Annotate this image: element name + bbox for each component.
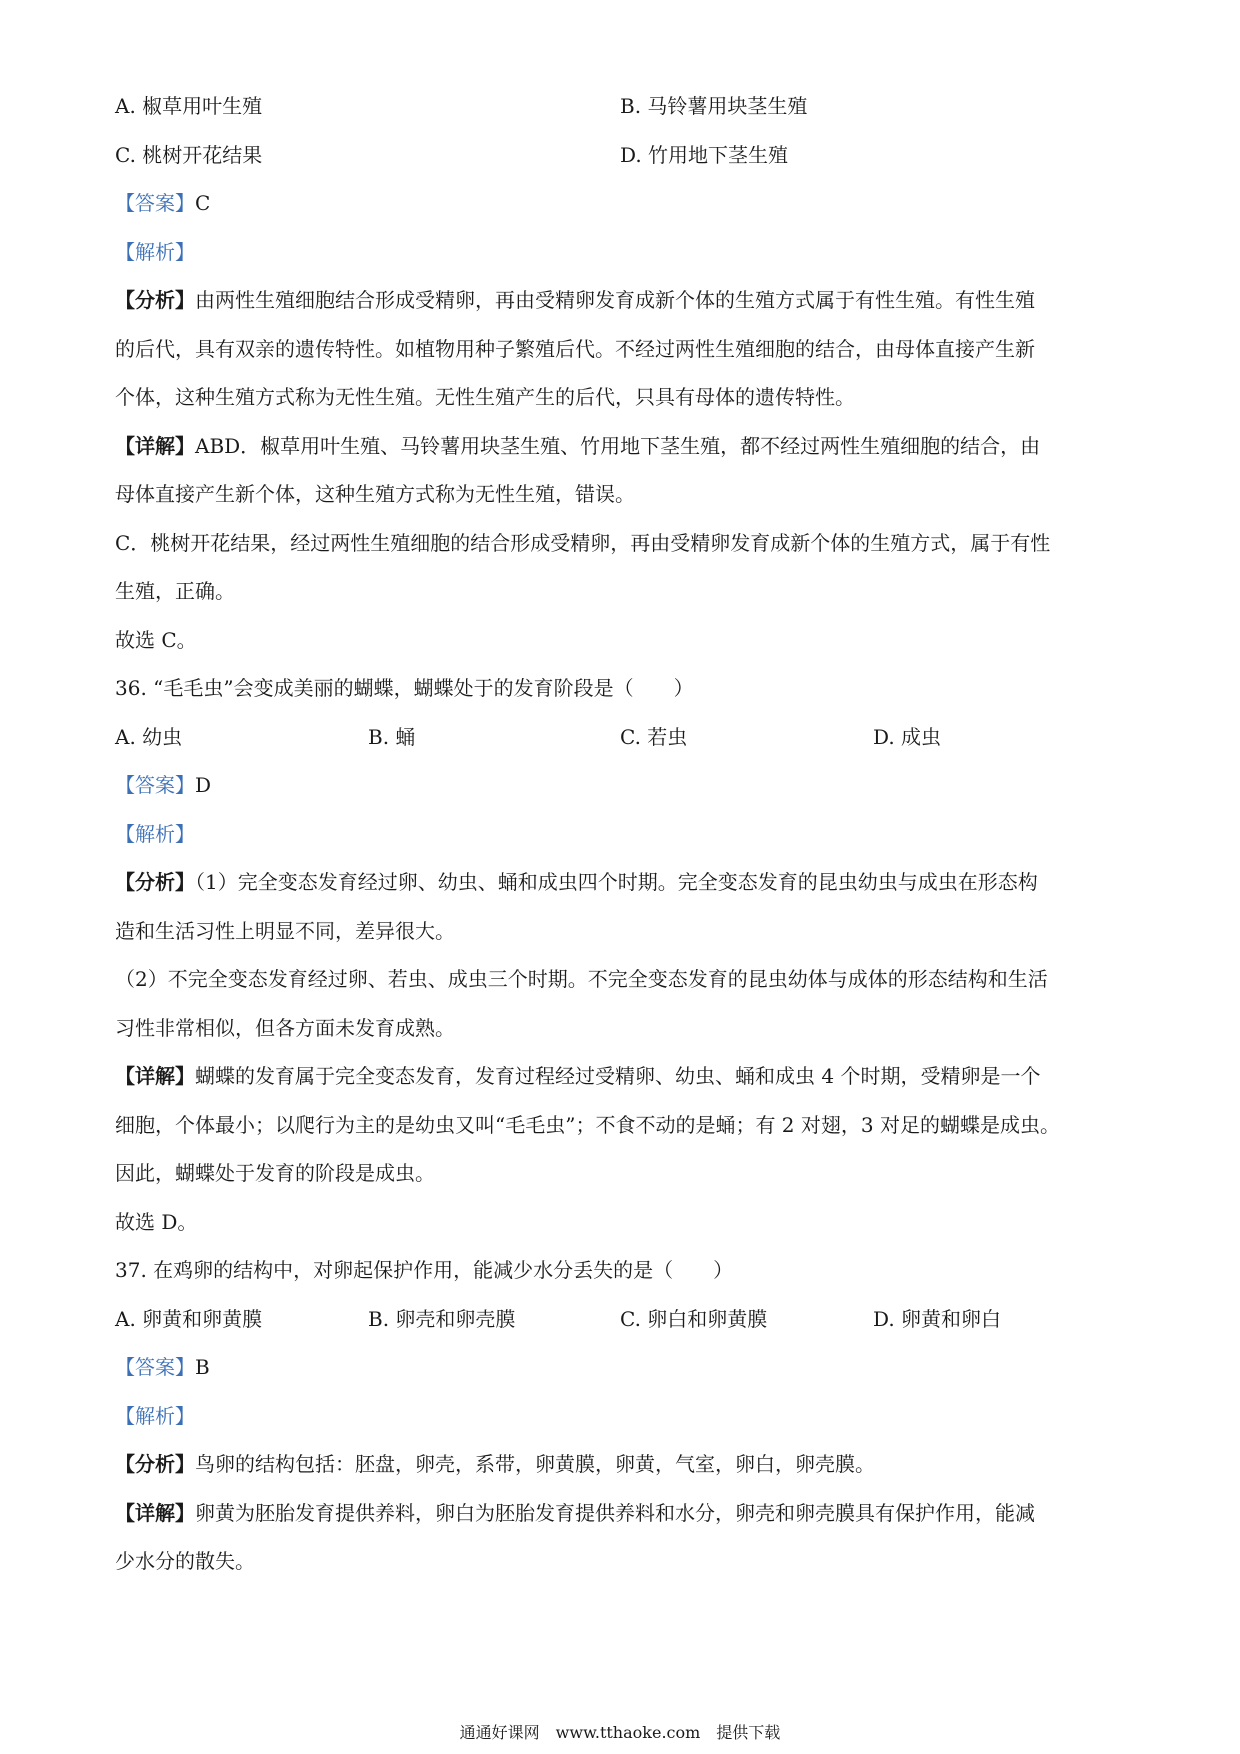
q35-fenxi-line-3: 个体，这种生殖方式称为无性生殖。无性生殖产生的后代，只具有母体的遗传特性。	[115, 385, 855, 409]
answer-tag: 【答案】	[115, 191, 195, 215]
q36-conclusion: 故选 D。	[115, 1210, 198, 1234]
q37-option-c: C. 卵白和卵黄膜	[620, 1307, 768, 1331]
answer-value: D	[195, 773, 212, 797]
xiangjie-tag: 【详解】	[115, 1501, 195, 1525]
q36-fenxi-line-1: 【分析】（1）完全变态发育经过卵、幼虫、蛹和成虫四个时期。完全变态发育的昆虫幼虫与成虫在形态构	[115, 870, 1038, 894]
q35-conclusion: 故选 C。	[115, 628, 197, 652]
q35-option-d: D. 竹用地下茎生殖	[620, 143, 789, 167]
q35-xiangjie-line-2: 母体直接产生新个体，这种生殖方式称为无性生殖，错误。	[115, 482, 635, 506]
q37-answer	[115, 1353, 1135, 1383]
q37-option-a: A. 卵黄和卵黄膜	[115, 1307, 263, 1331]
q35-xiangjie-line-1: 【详解】ABD．椒草用叶生殖、马铃薯用块茎生殖、竹用地下茎生殖，都不经过两性生殖细胞的结合，由	[115, 434, 1041, 458]
answer-tag: 【答案】	[115, 1355, 195, 1379]
q36-option-a: A. 幼虫	[115, 725, 183, 749]
answer-value: B	[195, 1355, 210, 1379]
q36-analysis-heading	[115, 820, 1135, 850]
q36-answer	[115, 771, 1135, 801]
page-footer: 通通好课网 www.tthaoke.com 提供下载	[459, 1723, 781, 1742]
q37-xiangjie-line-2: 少水分的散失。	[115, 1549, 255, 1573]
analysis-tag: 【解析】	[115, 822, 195, 846]
q37-xiangjie-line-1: 【详解】卵黄为胚胎发育提供养料，卵白为胚胎发育提供养料和水分，卵壳和卵壳膜具有保护作用，能减	[115, 1501, 1035, 1525]
q37-fenxi-line-1: 【分析】鸟卵的结构包括：胚盘，卵壳，系带，卵黄膜，卵黄，气室，卵白，卵壳膜。	[115, 1452, 875, 1476]
q37-stem: 37. 在鸡卵的结构中，对卵起保护作用，能减少水分丢失的是（ ）	[115, 1258, 734, 1282]
xiangjie-tag: 【详解】	[115, 434, 195, 458]
analysis-tag: 【解析】	[115, 1404, 195, 1428]
q35-option-c: C. 桃树开花结果	[115, 143, 263, 167]
fenxi-tag: 【分析】	[115, 288, 195, 312]
q35-xiangjie-line-3: C．桃树开花结果，经过两性生殖细胞的结合形成受精卵，再由受精卵发育成新个体的生殖方式，属于有性	[115, 531, 1051, 555]
xiangjie-tag: 【详解】	[115, 1064, 195, 1088]
analysis-tag: 【解析】	[115, 240, 195, 264]
q35-fenxi-line-2: 的后代，具有双亲的遗传特性。如植物用种子繁殖后代。不经过两性生殖细胞的结合，由母体直接产生新	[115, 337, 1035, 361]
fenxi-tag: 【分析】	[115, 870, 195, 894]
q37-analysis-heading	[115, 1402, 1135, 1432]
fenxi-tag: 【分析】	[115, 1452, 195, 1476]
q37-option-d: D. 卵黄和卵白	[873, 1307, 1002, 1331]
q36-xiangjie-line-3: 因此，蝴蝶处于发育的阶段是成虫。	[115, 1161, 435, 1185]
q36-option-d: D. 成虫	[873, 725, 942, 749]
q35-answer	[115, 189, 1135, 219]
answer-value: C	[195, 191, 211, 215]
q36-option-b: B. 蛹	[368, 725, 416, 749]
q37-option-b: B. 卵壳和卵壳膜	[368, 1307, 516, 1331]
answer-tag: 【答案】	[115, 773, 195, 797]
q36-xiangjie-line-1: 【详解】蝴蝶的发育属于完全变态发育，发育过程经过受精卵、幼虫、蛹和成虫 4 个时期，受精卵是一个	[115, 1064, 1041, 1088]
q36-fenxi-line-2: 造和生活习性上明显不同，差异很大。	[115, 919, 455, 943]
q35-xiangjie-line-4: 生殖，正确。	[115, 579, 235, 603]
q36-option-c: C. 若虫	[620, 725, 688, 749]
q36-fenxi-line-3: （2）不完全变态发育经过卵、若虫、成虫三个时期。不完全变态发育的昆虫幼体与成体的形态结构和生活	[115, 967, 1048, 991]
q36-stem: 36. “毛毛虫”会变成美丽的蝴蝶，蝴蝶处于的发育阶段是（ ）	[115, 676, 694, 700]
q35-analysis-heading	[115, 238, 1135, 268]
q36-fenxi-line-4: 习性非常相似，但各方面未发育成熟。	[115, 1016, 455, 1040]
q36-xiangjie-line-2: 细胞，个体最小；以爬行为主的是幼虫又叫“毛毛虫”；不食不动的是蛹；有 2 对翅，3 对足的蝴蝶是成虫。	[115, 1113, 1060, 1137]
q35-option-a: A. 椒草用叶生殖	[115, 94, 263, 118]
q35-option-b: B. 马铃薯用块茎生殖	[620, 94, 808, 118]
q35-fenxi-line-1: 【分析】由两性生殖细胞结合形成受精卵，再由受精卵发育成新个体的生殖方式属于有性生殖。有性生殖	[115, 288, 1035, 312]
